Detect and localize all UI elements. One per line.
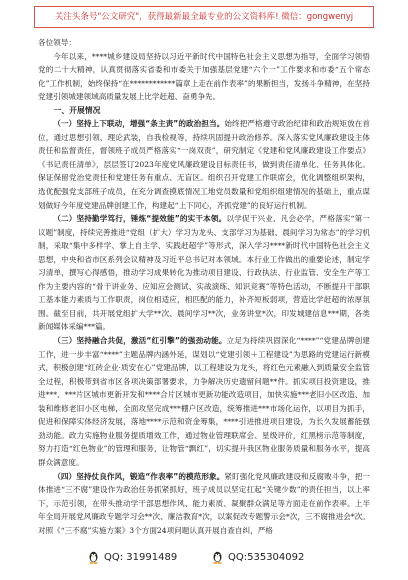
qq-penguin-icon: [212, 551, 223, 564]
section-4-body: 紧盯强化党风廉政建设和反腐败斗争，把一体推进“三不腐”建设作为政治任务抓紧抓好，班子成员以坚定扛起“关键少数”的责任担当，以上率下，示范引领，在带头推动学干部思想作风、能力素质、凝聚群众满足等方面走在前作表率。上半年全局开展党风廉政专题学习会**次、廉洁教育*次，以案促改专题警示会*次，三不腐推进会*次。对照《“三不腐”实施方案》3个方面24项问题认真开展自查自纠，严格: [38, 471, 370, 535]
section-heading: 一、开展情况: [53, 105, 101, 115]
section-3-body: 立足为持续巩固深化“****”“党建品牌创建工作，进一步丰富“****”主题品牌内涵外延，谋划以“党建引领＋工程建设”为思路的党建运行新模式，积极创建“红砖企业·质安在心”党建品牌，以工程建设为龙头，将红色元素融入到质量安全监管全过程，积极带到省市区各项决策部署要求，力争解决历史遗留问题**件。抓实项目投资建设，推进***、***片区城市更新开发和****合片区城市更新功能改造项目，加快实施***老旧小区改造、加装和维修老旧小区电梯，全面攻坚完成***棚户区改造，统筹推进***市场化运作，以项目为抓手，促进和保障实体经济发展，落地****示范和资金筹集，****引进推进项目建设，为长久发展蓄能强劲动能。政力实施物业服务提质增效工作，通过物业管理联席会、星级评价，红黑榜示范等制度，努力打造“红色物业”的管理和服务，让物管“飘红”，切实提升我区物业服务质量和服务水平，提高群众满意度。: [38, 336, 370, 467]
section-2-paragraph: [38, 212, 370, 334]
footer-qq-1-text: QQ: 31991489: [104, 552, 178, 563]
section-3-paragraph: [38, 334, 370, 469]
section-3-title: （三）坚持融合共促，激活“红引擎”的强劲动能。: [53, 336, 227, 346]
section-4-paragraph: [38, 470, 370, 538]
intro-paragraph: 今年以来，****城乡建设局坚持以习近平新时代中国特色社会主义思想为指导，全面学习领悟党的二十大精神，认真贯彻落实省委和市委关于加强基层党建“六个一”工作要求和市委“五个常态化”工作机制，始终保持“在************篇章上走在前作表率”的果断担当，发扬斗争精神，在坚持党建引领城建领域高质量发展上比学赶超、奋勇争先。: [38, 51, 370, 102]
section-1-body: 始终把严格遵守政治纪律和政治规矩放在首位，通过思想引领、理论武装，自我检视等，持续巩固提升政治修养。深入落实党风廉政建设主体责任和监督责任，督领班子成员严格落实“一岗双责”，研究制定《党建和党风廉政建设工作要点》《书记责任清单》，层层签订2023年度党风廉政建设目标责任书，做到责任清单化、任务具体化。保证保留党治党责任和党建任务有重点、无盲区。组织召开党建工作联席会，优化调整组织架构，选优配强党支部班子成员，在充分调查摸底情况工地党员数量和党组织组建情况的基础上，重点谋划做好今年度党建品牌创建工作，构建起“上下同心，齐抓党建”的良好运行机制。: [38, 119, 370, 210]
section-2-body: 以学促干兴业、凡会必学，严格落实“第一议题”制度，持续完善推进“党组（扩大）学习为龙头、支部学习为基础、晨间学习为常态”的学习机制，采取“集中多样学、掌上自主学、实践赶超学”等形式，深入学习****新时代中国特色社会主义思想，中央和省市区系列会议精神及习近平总书记对本领域。本行业工作做出的重要论述，制定学习清单，撰写心得感悟，推动学习成果转化为推动项目建设、行政执法、行业监管、安全生产等工作为主要内容的“骨干讲业务、应知应会测试、实战演练、知识竞赛”等特色活动，不断提升干部职工基本能力素质与工作职责，岗位相适应，相匹配的能力，补齐短板弱项，营造比学赶超的浓厚氛围。截至目前，共开展党组扩大学**次、晨间学习**次，业务讲堂*次，印发城建信息***期，各类新闻媒体采编***篇。: [38, 214, 370, 332]
section-4-title: （四）坚持仗良作风，锻造“作表率”的模范形象。: [53, 471, 225, 481]
section-1-paragraph: [38, 117, 370, 212]
top-banner: 关注头条号"公文研究"，获得最新最全最专业的公文资料库! 微信：gongwenyj: [34, 6, 374, 28]
section-1-title: （一）坚持上下联动，增强“条主责”的政治担当。: [53, 119, 225, 129]
footer-qq-2-text: QQ:535304092: [228, 552, 305, 563]
footer-qq-1: [88, 551, 177, 564]
greeting: 各位领导：: [38, 38, 76, 47]
document-body: [38, 36, 370, 544]
qq-penguin-icon: [88, 551, 99, 564]
footer-contacts: [0, 549, 408, 567]
footer-qq-2: [212, 551, 304, 564]
section-2-title: （二）坚持勤学笃行，锤炼“提效能”的实干本领。: [53, 214, 227, 224]
